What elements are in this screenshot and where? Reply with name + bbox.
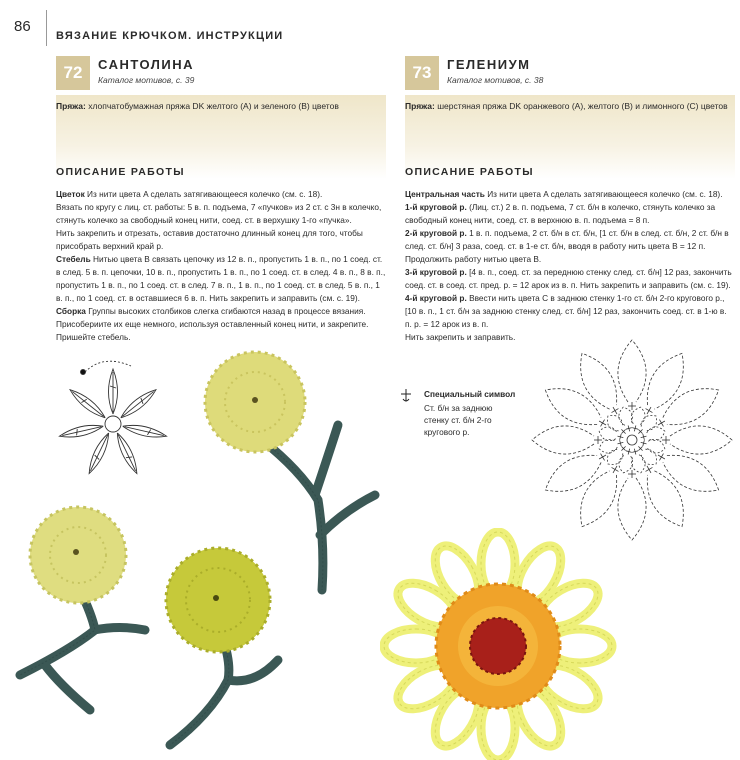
motif-number-badge: 73 — [405, 56, 439, 90]
running-head: ВЯЗАНИЕ КРЮЧКОМ. ИНСТРУКЦИИ — [56, 30, 284, 42]
inner-loop — [639, 436, 667, 456]
paragraph — [56, 227, 386, 253]
motif-title: САНТОЛИНА — [98, 57, 194, 72]
outer-loop — [618, 470, 646, 540]
paragraph-text: Группы высоких столбиков слегка сгибаются назад в процессе вязания. Присобериите их еще немного, используя оставленный конец нити, и закрепите. Пришейте стебель. — [56, 306, 369, 342]
paragraph-text: [4 в. п., соед. ст. за переднюю стенку след. ст. б/н] 12 раз, закончить соед. ст. в соед. ст. пред. р. = 12 арок из в. п. Нить закрепить и заправить (см. с. 19). — [405, 267, 732, 290]
paragraph-label: Центральная часть — [405, 189, 485, 199]
section-title: ОПИСАНИЕ РАБОТЫ — [56, 166, 185, 178]
outer-loop — [651, 443, 726, 502]
motif-number-badge: 72 — [56, 56, 90, 90]
outer-loop — [635, 346, 694, 421]
paragraph-text: Из нити цвета A сделать затягивающееся колечко (см. с. 18). — [484, 189, 723, 199]
paragraph-text: 1 в. п. подъема, 2 ст. б/н в ст. б/н, [1 ст. б/н в след. ст. б/н, 2 ст. б/н в след. ст. б/н] 3 раза, соед. ст. в 1-е ст. б/н, вводя в работу нить цвета B = 12 п. Продолжить работу нитью цвета B. — [405, 228, 729, 264]
paragraph-text: Нитью цвета B связать цепочку из 12 в. п., пропустить 1 в. п., по 1 соед. ст. в след. 5 в. п. цепочки, 10 в. п., пропустить 1 в. п., по 1 соед. ст. в след. 4 в. п., 8 в. п., пропустить 1 в. п., по 1 соед. ст. в след. 7 в. п., 1 в. п., по 1 соед. ст. в след. 5 в. п., 1 в. п., по 1 соед. ст. в оставшиеся 6 в. п. Нить закрепить и заправить (см. с. 19). — [56, 254, 386, 303]
inner-loop — [617, 447, 637, 475]
motif-catalog-ref: Каталог мотивов, с. 38 — [447, 75, 544, 85]
outer-loop — [570, 459, 629, 534]
paragraph — [405, 292, 735, 331]
inner-loop — [597, 436, 625, 456]
inner-loop — [603, 442, 630, 469]
paragraph-label: Сборка — [56, 306, 86, 316]
inner-loop — [634, 442, 661, 469]
helenium-crochet-diagram — [522, 336, 740, 546]
paragraph — [405, 188, 735, 201]
yarn-label: Пряжа: — [405, 101, 435, 111]
paragraph-label: 1-й круговой р. — [405, 202, 467, 212]
inner-loop — [603, 411, 630, 438]
motif-title: ГЕЛЕНИУМ — [447, 57, 531, 72]
outer-loop — [618, 340, 646, 410]
paragraph — [56, 305, 386, 344]
paragraph-text: Нить закрепить и заправить. — [405, 332, 516, 342]
paragraph — [56, 201, 386, 227]
paragraph — [405, 227, 735, 266]
instructions-text — [405, 188, 735, 344]
paragraph-label: 4-й круговой р. — [405, 293, 467, 303]
outer-loop — [538, 443, 613, 502]
back-loop-sc-icon — [400, 388, 412, 402]
page-number: 86 — [14, 18, 31, 35]
paragraph-text: Нить закрепить и отрезать, оставив достаточно длинный конец для того, чтобы присобрать верхний край р. — [56, 228, 363, 251]
inner-loop — [628, 447, 648, 475]
inner-loop — [628, 405, 648, 433]
header-divider — [46, 10, 47, 46]
outer-loop — [538, 378, 613, 437]
yarn-label: Пряжа: — [56, 101, 86, 111]
yarn-description: шерстяная пряжа DK оранжевого (A), желтого (B) и лимонного (C) цветов — [434, 101, 728, 111]
paragraph — [405, 201, 735, 227]
paragraph-label: Стебель — [56, 254, 91, 264]
inner-loop — [639, 425, 667, 445]
inner-loop — [597, 425, 625, 445]
santolina-photo — [0, 350, 400, 760]
outer-loop — [651, 378, 726, 437]
paragraph-text: Вязать по кругу с лиц. ст. работы: 5 в. п. подъема, 7 «пучков» из 2 ст. с 3н в колечко, стянуть колечко за свободный конец нити, соед. ст. в верхушку 1-го «пучка». — [56, 202, 382, 225]
paragraph-text: Ввести нить цвета C в заднюю стенку 1-го ст. б/н 2-го кругового р., [10 в. п., 1 ст. б/н за заднюю стенку след. ст. б/н] 12 раз, закончить соед. ст. в 1-ю в. п. р. = 12 арок из в. п. — [405, 293, 727, 329]
outer-loop — [570, 346, 629, 421]
inner-loop — [617, 405, 637, 433]
helenium-photo — [380, 528, 620, 760]
outer-loop — [662, 426, 732, 454]
special-symbol-text: Ст. б/н за заднюю стенку ст. б/н 2-го кругового р. — [424, 403, 493, 437]
paragraph-text: Из нити цвета A сделать затягивающееся колечко (см. с. 18). — [84, 189, 323, 199]
section-title: ОПИСАНИЕ РАБОТЫ — [405, 166, 534, 178]
paragraph-label: Цветок — [56, 189, 85, 199]
inner-loop — [634, 411, 661, 438]
outer-loop — [532, 426, 602, 454]
paragraph-text: (Лиц. ст.) 2 в. п. подъема, 7 ст. б/н в колечко, стянуть колечко за свободный конец нити, соед. ст. в верхнюю в. п. подъема = 8 п. — [405, 202, 716, 225]
paragraph-label: 2-й круговой р. — [405, 228, 467, 238]
paragraph — [405, 266, 735, 292]
paragraph-label: 3-й круговой р. — [405, 267, 467, 277]
yarn-description: хлопчатобумажная пряжа DK желтого (A) и зеленого (B) цветов — [85, 101, 339, 111]
outer-loop — [635, 459, 694, 534]
special-symbol-title: Специальный символ — [424, 389, 516, 399]
yarn-info — [405, 100, 735, 113]
yarn-info — [56, 100, 386, 113]
paragraph — [56, 188, 386, 201]
motif-catalog-ref: Каталог мотивов, с. 39 — [98, 75, 195, 85]
paragraph — [56, 253, 386, 305]
instructions-text — [56, 188, 386, 344]
